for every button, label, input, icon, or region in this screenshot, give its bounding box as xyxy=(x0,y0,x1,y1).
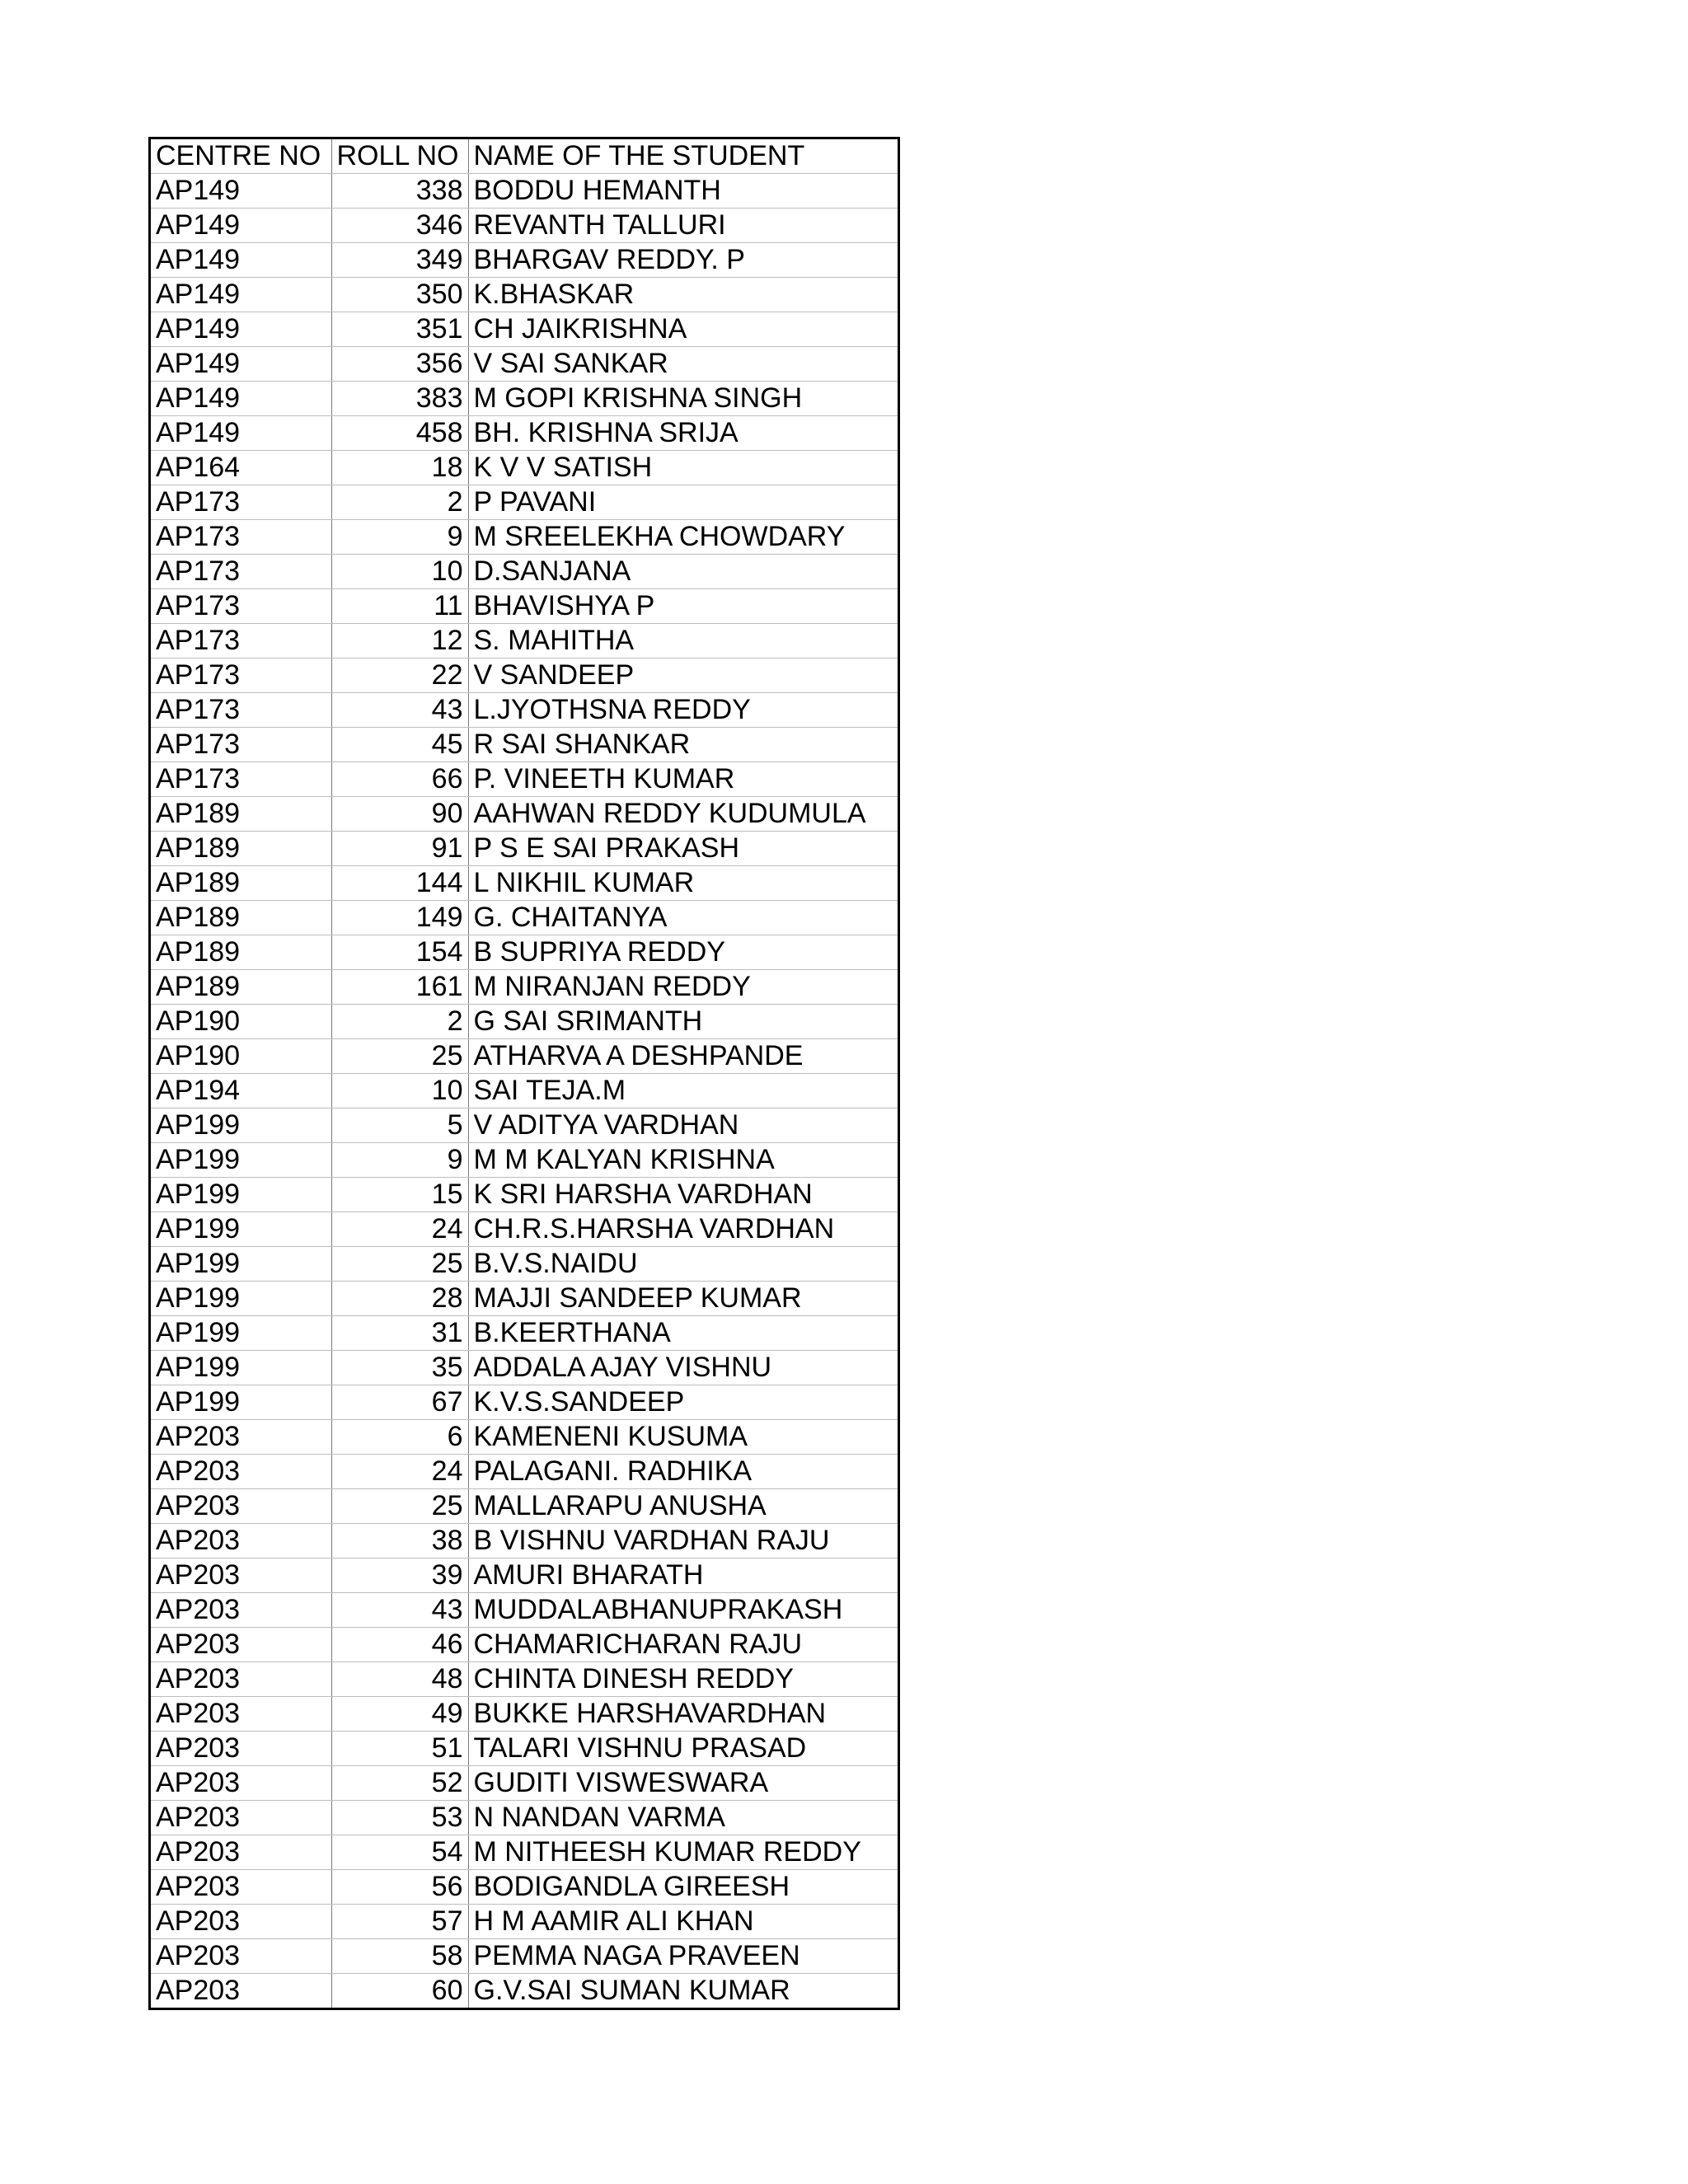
roll-no-cell: 349 xyxy=(331,243,468,278)
student-name-cell: M NIRANJAN REDDY xyxy=(468,970,898,1005)
student-name-cell: G. CHAITANYA xyxy=(468,901,898,935)
table-row xyxy=(151,1247,898,1282)
table-row xyxy=(151,1732,898,1766)
table-row xyxy=(151,1212,898,1247)
centre-no-cell: AP203 xyxy=(151,1628,331,1662)
student-name-cell: ATHARVA A DESHPANDE xyxy=(468,1039,898,1074)
table-row xyxy=(151,1455,898,1489)
centre-no-cell: AP190 xyxy=(151,1005,331,1039)
roll-no-cell: 356 xyxy=(331,347,468,382)
roll-no-cell: 11 xyxy=(331,589,468,624)
student-name-cell: SAI TEJA.M xyxy=(468,1074,898,1108)
roll-no-cell: 90 xyxy=(331,797,468,832)
roll-no-cell: 149 xyxy=(331,901,468,935)
student-name-cell: R SAI SHANKAR xyxy=(468,728,898,762)
centre-no-cell: AP164 xyxy=(151,451,331,485)
table-row xyxy=(151,1628,898,1662)
table-row xyxy=(151,1593,898,1628)
centre-no-cell: AP199 xyxy=(151,1143,331,1178)
table-row xyxy=(151,209,898,243)
student-name-cell: S. MAHITHA xyxy=(468,624,898,658)
header-centre-no: CENTRE NO xyxy=(151,139,331,174)
centre-no-cell: AP203 xyxy=(151,1593,331,1628)
student-name-cell: K SRI HARSHA VARDHAN xyxy=(468,1178,898,1212)
roll-no-cell: 10 xyxy=(331,1074,468,1108)
student-name-cell: CHAMARICHARAN RAJU xyxy=(468,1628,898,1662)
table-row xyxy=(151,312,898,347)
table-row xyxy=(151,728,898,762)
student-name-cell: H M AAMIR ALI KHAN xyxy=(468,1905,898,1939)
roll-no-cell: 2 xyxy=(331,1005,468,1039)
header-roll-no: ROLL NO xyxy=(331,139,468,174)
centre-no-cell: AP203 xyxy=(151,1558,331,1593)
roll-no-cell: 346 xyxy=(331,209,468,243)
header-student-name: NAME OF THE STUDENT xyxy=(468,139,898,174)
centre-no-cell: AP199 xyxy=(151,1247,331,1282)
student-name-cell: K.V.S.SANDEEP xyxy=(468,1385,898,1420)
table-row xyxy=(151,1351,898,1385)
student-name-cell: GUDITI VISWESWARA xyxy=(468,1766,898,1801)
table-row xyxy=(151,1282,898,1316)
student-name-cell: M NITHEESH KUMAR REDDY xyxy=(468,1835,898,1870)
table-row xyxy=(151,1005,898,1039)
centre-no-cell: AP173 xyxy=(151,658,331,693)
centre-no-cell: AP173 xyxy=(151,693,331,728)
roll-no-cell: 9 xyxy=(331,520,468,555)
student-name-cell: P S E SAI PRAKASH xyxy=(468,832,898,866)
table-row xyxy=(151,693,898,728)
student-name-cell: N NANDAN VARMA xyxy=(468,1801,898,1835)
student-name-cell: M M KALYAN KRISHNA xyxy=(468,1143,898,1178)
student-name-cell: BODIGANDLA GIREESH xyxy=(468,1870,898,1905)
roll-no-cell: 2 xyxy=(331,485,468,520)
centre-no-cell: AP203 xyxy=(151,1870,331,1905)
table-row xyxy=(151,1939,898,1974)
roll-no-cell: 9 xyxy=(331,1143,468,1178)
table-row xyxy=(151,1420,898,1455)
student-name-cell: V SANDEEP xyxy=(468,658,898,693)
centre-no-cell: AP173 xyxy=(151,589,331,624)
roll-no-cell: 144 xyxy=(331,866,468,901)
student-name-cell: TALARI VISHNU PRASAD xyxy=(468,1732,898,1766)
centre-no-cell: AP149 xyxy=(151,243,331,278)
table-row xyxy=(151,555,898,589)
table-row xyxy=(151,347,898,382)
table-row xyxy=(151,901,898,935)
table-row xyxy=(151,866,898,901)
roll-no-cell: 60 xyxy=(331,1974,468,2008)
roll-no-cell: 24 xyxy=(331,1455,468,1489)
student-name-cell: P PAVANI xyxy=(468,485,898,520)
centre-no-cell: AP149 xyxy=(151,382,331,416)
student-name-cell: BODDU HEMANTH xyxy=(468,174,898,209)
table-row xyxy=(151,1801,898,1835)
table-row xyxy=(151,1143,898,1178)
student-name-cell: PEMMA NAGA PRAVEEN xyxy=(468,1939,898,1974)
centre-no-cell: AP189 xyxy=(151,935,331,970)
table-row xyxy=(151,762,898,797)
student-name-cell: BUKKE HARSHAVARDHAN xyxy=(468,1697,898,1732)
roll-no-cell: 54 xyxy=(331,1835,468,1870)
centre-no-cell: AP203 xyxy=(151,1939,331,1974)
table-row xyxy=(151,797,898,832)
roll-no-cell: 67 xyxy=(331,1385,468,1420)
roll-no-cell: 350 xyxy=(331,278,468,312)
table-row xyxy=(151,1558,898,1593)
centre-no-cell: AP190 xyxy=(151,1039,331,1074)
roll-no-cell: 52 xyxy=(331,1766,468,1801)
roll-no-cell: 154 xyxy=(331,935,468,970)
roll-no-cell: 6 xyxy=(331,1420,468,1455)
student-name-cell: MALLARAPU ANUSHA xyxy=(468,1489,898,1524)
student-name-cell: K.BHASKAR xyxy=(468,278,898,312)
table-row xyxy=(151,1766,898,1801)
centre-no-cell: AP173 xyxy=(151,624,331,658)
table-row xyxy=(151,485,898,520)
centre-no-cell: AP189 xyxy=(151,797,331,832)
student-name-cell: BH. KRISHNA SRIJA xyxy=(468,416,898,451)
student-name-cell: CH JAIKRISHNA xyxy=(468,312,898,347)
student-name-cell: D.SANJANA xyxy=(468,555,898,589)
centre-no-cell: AP189 xyxy=(151,866,331,901)
roll-no-cell: 45 xyxy=(331,728,468,762)
roll-no-cell: 43 xyxy=(331,693,468,728)
table-row xyxy=(151,520,898,555)
student-name-cell: AAHWAN REDDY KUDUMULA xyxy=(468,797,898,832)
table-row xyxy=(151,832,898,866)
centre-no-cell: AP203 xyxy=(151,1455,331,1489)
roll-no-cell: 57 xyxy=(331,1905,468,1939)
roll-no-cell: 49 xyxy=(331,1697,468,1732)
roll-no-cell: 39 xyxy=(331,1558,468,1593)
centre-no-cell: AP199 xyxy=(151,1316,331,1351)
centre-no-cell: AP203 xyxy=(151,1835,331,1870)
student-name-cell: AMURI BHARATH xyxy=(468,1558,898,1593)
table-row xyxy=(151,1074,898,1108)
centre-no-cell: AP203 xyxy=(151,1697,331,1732)
centre-no-cell: AP203 xyxy=(151,1905,331,1939)
centre-no-cell: AP203 xyxy=(151,1420,331,1455)
roll-no-cell: 25 xyxy=(331,1039,468,1074)
centre-no-cell: AP189 xyxy=(151,901,331,935)
table-row xyxy=(151,1178,898,1212)
table-row xyxy=(151,174,898,209)
roll-no-cell: 38 xyxy=(331,1524,468,1558)
roll-no-cell: 10 xyxy=(331,555,468,589)
student-name-cell: V SAI SANKAR xyxy=(468,347,898,382)
centre-no-cell: AP203 xyxy=(156,1975,241,2006)
centre-no-cell: AP149 xyxy=(151,278,331,312)
roll-no-cell: 12 xyxy=(331,624,468,658)
roll-no-cell: 5 xyxy=(331,1108,468,1143)
table-row xyxy=(151,1385,898,1420)
student-table xyxy=(151,139,898,2008)
centre-no-cell: AP173 xyxy=(151,485,331,520)
centre-no-cell: AP203 xyxy=(151,1489,331,1524)
centre-no-cell: AP199 xyxy=(151,1282,331,1316)
roll-no-cell: 56 xyxy=(331,1870,468,1905)
student-name-cell: G SAI SRIMANTH xyxy=(468,1005,898,1039)
centre-no-cell: AP203 xyxy=(151,1801,331,1835)
student-name-cell: KAMENENI KUSUMA xyxy=(468,1420,898,1455)
roll-no-cell: 161 xyxy=(331,970,468,1005)
table-row xyxy=(151,1489,898,1524)
centre-no-cell: AP203 xyxy=(151,1766,331,1801)
roll-no-cell: 18 xyxy=(331,451,468,485)
centre-no-cell: AP189 xyxy=(151,832,331,866)
table-row xyxy=(151,589,898,624)
centre-no-cell: AP173 xyxy=(151,728,331,762)
table-row xyxy=(151,1662,898,1697)
table-row xyxy=(151,1905,898,1939)
student-name-cell: B SUPRIYA REDDY xyxy=(468,935,898,970)
roll-no-cell: 15 xyxy=(331,1178,468,1212)
table-row xyxy=(151,1974,898,2008)
table-row xyxy=(151,1835,898,1870)
centre-no-cell: AP173 xyxy=(151,520,331,555)
table-row xyxy=(151,243,898,278)
student-name-cell: M GOPI KRISHNA SINGH xyxy=(468,382,898,416)
centre-no-cell: AP194 xyxy=(151,1074,331,1108)
roll-no-cell: 91 xyxy=(331,832,468,866)
centre-no-cell: AP199 xyxy=(151,1178,331,1212)
student-name-cell: CH.R.S.HARSHA VARDHAN xyxy=(468,1212,898,1247)
roll-no-cell: 351 xyxy=(331,312,468,347)
student-name-cell: B VISHNU VARDHAN RAJU xyxy=(468,1524,898,1558)
roll-no-cell: 383 xyxy=(331,382,468,416)
table-row xyxy=(151,624,898,658)
roll-no-cell: 31 xyxy=(331,1316,468,1351)
roll-no-cell: 24 xyxy=(331,1212,468,1247)
centre-no-cell: AP189 xyxy=(151,970,331,1005)
table-row xyxy=(151,382,898,416)
roll-no-cell: 48 xyxy=(331,1662,468,1697)
student-name-cell: B.V.S.NAIDU xyxy=(468,1247,898,1282)
centre-no-cell: AP173 xyxy=(151,555,331,589)
student-name-cell: BHAVISHYA P xyxy=(468,589,898,624)
centre-no-cell: AP203 xyxy=(151,1732,331,1766)
roll-no-cell: 66 xyxy=(331,762,468,797)
student-name-cell: BHARGAV REDDY. P xyxy=(468,243,898,278)
table-row xyxy=(151,1870,898,1905)
student-name-cell: MAJJI SANDEEP KUMAR xyxy=(468,1282,898,1316)
table-row xyxy=(151,278,898,312)
roll-no-cell: 46 xyxy=(331,1628,468,1662)
student-name-cell: K V V SATISH xyxy=(468,451,898,485)
centre-no-cell: AP203 xyxy=(151,1662,331,1697)
table-row xyxy=(151,451,898,485)
table-row xyxy=(151,1039,898,1074)
roll-no-cell: 28 xyxy=(331,1282,468,1316)
centre-no-cell: AP149 xyxy=(151,174,331,209)
table-row xyxy=(151,1697,898,1732)
centre-no-cell: AP203 xyxy=(151,1524,331,1558)
student-name-cell: M SREELEKHA CHOWDARY xyxy=(468,520,898,555)
table-row xyxy=(151,970,898,1005)
student-name-cell: ADDALA AJAY VISHNU xyxy=(468,1351,898,1385)
centre-no-cell: AP149 xyxy=(151,209,331,243)
centre-no-cell: AP149 xyxy=(151,347,331,382)
roll-no-cell: 458 xyxy=(331,416,468,451)
student-name-cell: B.KEERTHANA xyxy=(468,1316,898,1351)
student-list-sheet xyxy=(148,137,900,2010)
centre-no-cell: AP199 xyxy=(151,1212,331,1247)
student-name-cell: G.V.SAI SUMAN KUMAR xyxy=(468,1974,898,2008)
table-row xyxy=(151,658,898,693)
roll-no-cell: 35 xyxy=(331,1351,468,1385)
student-name-cell: REVANTH TALLURI xyxy=(468,209,898,243)
table-row xyxy=(151,1316,898,1351)
student-name-cell: L.JYOTHSNA REDDY xyxy=(468,693,898,728)
centre-no-cell: AP199 xyxy=(151,1385,331,1420)
table-row xyxy=(151,1108,898,1143)
student-name-cell: MUDDALABHANUPRAKASH xyxy=(468,1593,898,1628)
student-name-cell: P. VINEETH KUMAR xyxy=(468,762,898,797)
roll-no-cell: 43 xyxy=(331,1593,468,1628)
table-row xyxy=(151,935,898,970)
centre-no-cell: AP199 xyxy=(151,1108,331,1143)
table-header-row xyxy=(151,139,898,174)
centre-no-cell: AP149 xyxy=(151,416,331,451)
centre-no-cell: AP149 xyxy=(151,312,331,347)
centre-no-cell: AP199 xyxy=(151,1351,331,1385)
roll-no-cell: 22 xyxy=(331,658,468,693)
student-name-cell: V ADITYA VARDHAN xyxy=(468,1108,898,1143)
roll-no-cell: 53 xyxy=(331,1801,468,1835)
centre-no-cell: AP173 xyxy=(151,762,331,797)
table-body xyxy=(151,174,898,2008)
student-name-cell: CHINTA DINESH REDDY xyxy=(468,1662,898,1697)
roll-no-cell: 51 xyxy=(331,1732,468,1766)
roll-no-cell: 25 xyxy=(331,1247,468,1282)
table-row xyxy=(151,416,898,451)
table-row xyxy=(151,1524,898,1558)
roll-no-cell: 58 xyxy=(331,1939,468,1974)
student-name-cell: L NIKHIL KUMAR xyxy=(468,866,898,901)
student-name-cell: PALAGANI. RADHIKA xyxy=(468,1455,898,1489)
roll-no-cell: 338 xyxy=(331,174,468,209)
roll-no-cell: 25 xyxy=(331,1489,468,1524)
